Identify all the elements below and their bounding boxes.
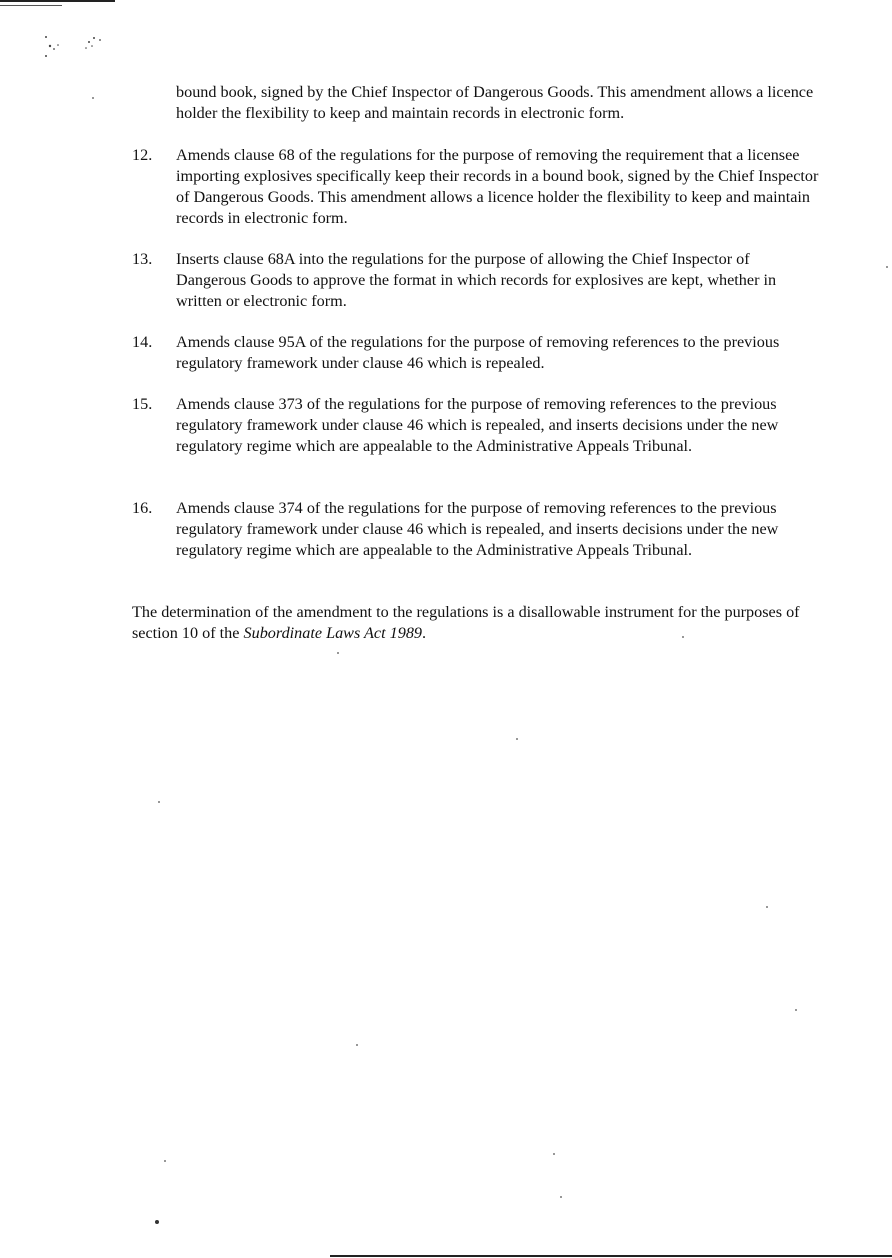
item-text: Amends clause 374 of the regulations for the purpose of removing references to the previous regulatory framework under clause 46 which is repealed, and inserts decisions under the new regulatory regime which are appealable to the Administrative Appeals Tribunal.: [176, 499, 779, 559]
closing-text: The determination of the amendment to the regulations is a disallowable instrument for the purposes of section 10 of the: [132, 603, 800, 642]
closing-period: .: [422, 624, 427, 642]
item-text: Amends clause 95A of the regulations for the purpose of removing references to the previous regulatory framework under clause 46 which is repealed.: [176, 333, 780, 372]
item-text: Amends clause 373 of the regulations for the purpose of removing references to the previous regulatory framework under clause 46 which is repealed, and inserts decisions under the new regulatory regime which are appealable to the Administrative Appeals Tribunal.: [176, 395, 779, 455]
scan-speck: [766, 906, 768, 908]
scan-speck: [164, 1160, 166, 1162]
scan-speck: [158, 801, 160, 803]
closing-paragraph: [132, 602, 812, 644]
scan-edge-line: [0, 5, 62, 6]
scan-edge-line: [330, 1255, 892, 1257]
scan-speck: [553, 1153, 555, 1155]
scan-speck: [886, 266, 888, 268]
scan-speck: [560, 1196, 562, 1198]
item-number: 13.: [132, 250, 153, 268]
scan-edge-line: [0, 0, 115, 2]
item-number: 16.: [132, 499, 153, 517]
scan-speck: [155, 1220, 159, 1224]
item-number: 15.: [132, 395, 153, 413]
scan-speck: [92, 97, 94, 99]
item-text: Amends clause 68 of the regulations for the purpose of removing the requirement that a licensee importing explosives specifically keep their records in a bound book, signed by the Chief Inspector of Dangerous Goods. This amendment allows a licence holder the flexibility to keep and maintain records in electronic form.: [176, 146, 819, 227]
item-number: 14.: [132, 333, 153, 351]
scan-speck: [516, 738, 518, 740]
continuation-paragraph: bound book, signed by the Chief Inspector of Dangerous Goods. This amendment allows a licence holder the flexibility to keep and maintain records in electronic form.: [176, 83, 814, 122]
item-text: Inserts clause 68A into the regulations for the purpose of allowing the Chief Inspector of Dangerous Goods to approve the format in which records for explosives are kept, whether in written or electronic form.: [176, 250, 777, 310]
scan-speck: [337, 652, 339, 654]
item-number: 12.: [132, 146, 153, 164]
scan-speck: [356, 1044, 358, 1046]
scan-specks: [40, 34, 110, 64]
scan-speck: [795, 1009, 797, 1011]
act-title: Subordinate Laws Act 1989: [243, 624, 423, 642]
